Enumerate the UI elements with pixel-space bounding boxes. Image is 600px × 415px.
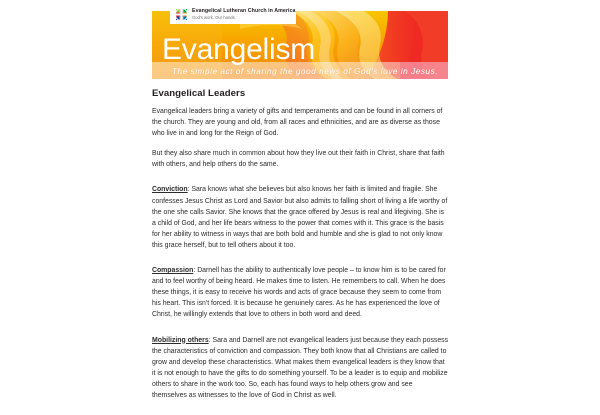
elca-logo-name: Evangelical Lutheran Church in America [192,8,296,14]
paragraph-lead-term: Conviction [152,186,188,194]
article-paragraph [152,148,449,170]
paragraph-text: : Sara and Darnell are not evangelical leaders just because they each possess the characteristics of conviction and compassion. They both know that all Christians are called to grow and develop these characteristics. What makes them evangelical leaders is they know that it is not enough to have the gifts to do something yourself. To be a leader is to equip and mobilize others to share in the work too. So, each has found ways to help others grow and see themselves as witnesses to the love of God in Christ as well. [152,336,449,399]
paragraph-text: : Sara knows what she believes but also knows her faith is limited and fragile. She confesses Jesus Christ as Lord and Savior but also admits to falling short of living a life worthy of the one she calls Savior. She knows that the grace offered by Jesus is real and lifegiving. She is a child of God, and her life bears witness to the power that comes with it. This grace is the basis for her ability to witness in ways that are both bold and humble and she is glad to not only know this grace herself, but to tell others about it too. [152,186,448,249]
article-body [152,88,449,415]
article-paragraph [152,335,449,402]
elca-logo-text [192,9,296,20]
article-heading: Evangelical Leaders [152,88,246,99]
paragraph-lead-term: Mobilizing others [152,336,209,344]
paragraph-text: But they also share much in common about how they live out their faith in Christ, share that faith with others, and help others do the same. [152,150,445,169]
article-paragraph [152,106,449,139]
elca-logo-tagline: God's work. Our hands. [192,14,236,20]
paragraph-text: : Darnell has the ability to authentically love people – to know him is to be cared for and to feel worthy of being heard. He makes time to listen. He remembers to call. When he does these things, it is easy to receive his words and acts of grace because they seem to come from his heart. This isn't forced. It is because he genuinely cares. As he has experienced the love of Christ, he willingly extends that love to others in both word and deed. [152,267,446,319]
paragraph-text: Evangelical leaders bring a variety of gifts and temperaments and can be found in all corners of the church. They are young and old, from all races and ethnicities, and are as diverse as those who live in and long for the Reign of God. [152,108,443,138]
article-paragraph-list [152,106,449,401]
article-paragraph [152,184,449,251]
banner-title: Evangelism [162,33,316,66]
article-paragraph [152,265,449,320]
elca-cross-logo-icon [175,8,188,21]
banner-tagline: The simple act of sharing the good news of God's love in Jesus. [172,67,439,76]
paragraph-lead-term: Compassion [152,267,194,275]
elca-logo-box [170,5,296,24]
